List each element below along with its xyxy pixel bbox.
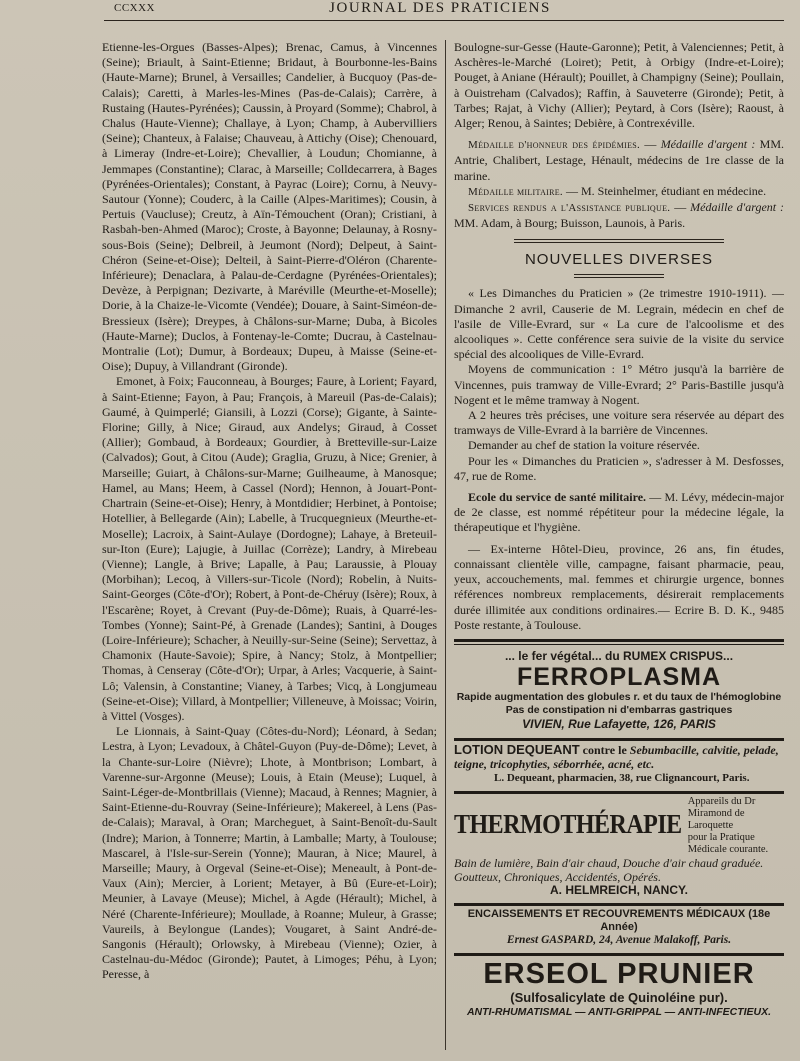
epidemies-label: Médaille d'honneur des épidémies. <box>468 139 641 152</box>
ecole-heading: Ecole du service de santé militaire. <box>468 490 647 505</box>
militaire-medal-entry <box>454 184 784 200</box>
thermo-side <box>688 796 784 856</box>
encaissements-title: ENCAISSEMENTS ET RECOUVREMENTS MÉDICAUX (18e Année) <box>467 907 771 933</box>
lotion-pharmacist: L. Dequeant, pharmacien, 38, rue Clignancourt, Paris. <box>494 771 750 784</box>
lotion-brand: LOTION DEQUEANT <box>454 741 580 757</box>
section-divider <box>514 239 724 243</box>
news-paragraph: Demander au chef de station la voiture réservée. <box>468 438 700 453</box>
lotion-contre: contre le <box>582 742 627 757</box>
journal-title: JOURNAL DES PRATICIENS <box>329 0 551 16</box>
encaissements-line: Ernest GASPARD, 24, Avenue Malakoff, Paris. <box>506 933 732 946</box>
erseol-tag: ANTI-RHUMATISMAL — ANTI-GRIPPAL — ANTI-INFECTIEUX. <box>466 1005 772 1018</box>
award-list-paragraph: Emonet, à Foix; Fauconneau, à Bourges; Faure, à Lorient; Fayard, à Saint-Etienne; Fayon, à Pau; François, à Mareuil (Pas-de-Calais); Gaumé, à Quimperlé; Giansili, à Lozzi (Corse); Gigante, à Sainte-Florine; Gilly, à Nice; Giraud, aux Andelys; Giraud, à Cosset (Allier); Gombaud, à Bordeaux; Gourdier, à Bretteville-sur-Laize (Calvados); Gout, à Citou (Aude); Graglia, Gruzu, à Nice; Grenier, à Marseille; Guiart, à Châlons-sur-Marne; Guilheaume, à Manosque; Hamel, au Mans; Heem, à Cassel (Nord); Hennon, à Jouart-Pont-Chartrain (Seine-et-Oise); Henry, à Montdidier; Herbinet, à Pontoise; Hotellier, à Bellegarde (Ain); Labelle, à Trucquegnieux (Meurthe-et-Moselle); Lacroix, à Saint-Aulaye (Dordogne); Lahaye, à Breteuil-sur-Iton (Eure); Lajugie, à Juillac (Corrèze); Landry, à Mirebeau (Vienne); Langle, à Brive; Lapalle, à Pau; Laraussie, à Plouay (Morbihan); Lecoq, à Villers-sur-Ticole (Nord); Robelin, à Nuits-Saint-Georges (Côte-d'Or); Robert, à Pont-de-Chéruy (Isère); Roux, à l'Escarène; Royet, à Crevant (Puy-de-Dôme); Ruais, à Quarré-les-Tombes (Yonne); Saint-Pé, à Grenade (Landes); Santini, à Douges (Loire-Inférieure); Schacher, à Neuilly-sur-Seine (Seine); Servettaz, à Chamonix (Haute-Savoie); Spire, à Nancy; Stolz, à Montpellier; Thomas, à Censeray (Côte-d'Or); Urpar, à Arles; Vacquerie, à Saint-Lô; Valensin, à Constantine; Vianey, à Tarbes; Vicq, à Longjumeau (Seine-et-Oise); Villard, à Montpellier; Villeneuve, à Moissac; Voirin, à Vittel (Vosges). <box>102 374 437 723</box>
ferroplasma-line: Pas de constipation ni d'embarras gastriques <box>505 703 733 716</box>
classified-ad: — Ex-interne Hôtel-Dieu, province, 26 ans, fin études, connaissant clientèle ville, campagne, faisant pharmacie, peau, yeux, accouchements, mal. femmes et chirurgie urgence, bonnes références nombreux remplacements, désirerait remplacements durée illimitée aux conditions ordinaires.— Ecrire B. D. K., 9485 Poste restante, à Toulouse. <box>454 541 784 632</box>
services-label: Services rendus a l'Assistance publique. <box>468 202 671 215</box>
erseol-ad <box>454 958 784 1019</box>
services-text: MM. Adam, à Bourg; Buisson, Launois, à Paris. <box>454 216 686 231</box>
ad-rule <box>454 639 784 642</box>
thermotherapie-ad <box>454 796 784 897</box>
services-entry: Services rendus a l'Assistance publique. — Médaille d'argent : MM. Adam, à Bourg; Buisson, Launois, à Paris. <box>454 200 784 231</box>
news-paragraph: A 2 heures très précises, une voiture sera réservée au départ des tramways de Ville-Evrard à la barrière de Vincennes. <box>454 408 784 438</box>
running-head <box>96 0 784 40</box>
lotion-uses: Sebumbacille, calvitie, pelade, <box>629 742 779 757</box>
lotion-line <box>454 743 784 757</box>
thermo-side-line: pour la Pratique Médicale courante. <box>687 831 769 855</box>
militaire-text: — M. Steinhelmer, étudiant en médecine. <box>566 183 767 198</box>
epidemies-medal-entry: Médaille d'honneur des épidémies. — Médaille d'argent : MM. Antrie, Chalibert, Lestage, Hénault, médecins de 1re classe de la marine. <box>454 137 784 183</box>
news-paragraph <box>454 490 784 536</box>
ecole-text: — M. Lévy, médecin-major de 2e classe, est nommé répétiteur pour la médecine légale, la thérapeutique et l'hygiène. <box>454 490 784 535</box>
thermo-body: Bain de lumière, Bain d'air chaud, Douche d'air chaud graduée. Goutteux, Chroniques, Accidentés, Opérés. <box>454 855 764 884</box>
services-medal: Médaille d'argent : <box>690 200 784 215</box>
thermo-maker: A. HELMREICH, NANCY. <box>549 882 688 897</box>
thermo-header <box>454 796 784 856</box>
encaissements-ad <box>454 908 784 947</box>
thermo-brand: THERMOTHÉRAPIE <box>454 810 682 841</box>
news-paragraph: Moyens de communication : 1° Métro jusqu'à la barrière de Vincennes, puis tramway de Ville-Evrard; 2° Paris-Bastille jusqu'à Nogent et le même tramway à Nogent. <box>454 362 784 407</box>
ad-rule <box>454 953 784 956</box>
ferroplasma-kicker: ... le fer végétal... du RUMEX CRISPUS... <box>504 648 734 663</box>
erseol-sub: (Sulfosalicylate de Quinoléine pur). <box>510 989 728 1005</box>
ferroplasma-brand: FERROPLASMA <box>516 662 722 691</box>
section-title: NOUVELLES DIVERSES <box>524 251 714 269</box>
section-divider <box>574 274 664 278</box>
news-paragraph: « Les Dimanches du Praticien » (2e trimestre 1910-1911). — Dimanche 2 avril, Causerie de M. Legrain, médecin en chef de l'asile de Ville-Evrard, sur « La cure de l'alcoolisme et des alcooliques ». Cette conférence sera suivie de la visite du service spécial des alcooliques de Ville-Evrard. <box>454 286 784 362</box>
ad-rule <box>454 738 784 741</box>
thermo-side-line: Appareils du Dr Miramond de Laroquette <box>687 795 756 831</box>
ferroplasma-line: Rapide augmentation des globules r. et du taux de l'hémoglobine <box>456 690 782 703</box>
ferroplasma-ad <box>454 649 784 732</box>
two-column-body <box>96 40 784 1050</box>
ferroplasma-address: VIVIEN, Rue Lafayette, 126, PARIS <box>522 716 716 731</box>
epidemies-medal: Médaille d'argent : <box>660 137 756 152</box>
award-list-paragraph: Etienne-les-Orgues (Basses-Alpes); Brenac, Camus, à Vincennes (Seine); Briault, à Saint-Etienne; Bridaut, à Bourbonne-les-Bains (Haute-Marne); Brunel, à Versailles; Candelier, à Bucquoy (Pas-de-Calais); Caretti, à Marles-les-Mines (Pas-de-Calais); Carrère, à Rustaing (Hautes-Pyrénées); Caussin, à Proyard (Somme); Chabrol, à Chalus (Haute-Vienne); Challaye, à Lyon; Champ, à Aubervilliers (Seine); Chanteux, à Falaise; Chauveau, à Attichy (Oise); Chenouard, à Limeray (Indre-et-Loire); Chevallier, à Loudun; Chomianne, à Jemmapes (Constantine); Clarac, à Marseille; Colldecarrera, à Bages (Pyrénées-Orientales); Constant, à Payrac (Loire); Cornu, à Neuvy-Sautour (Yonne); Couderc, à la Caille (Alpes-Maritimes); Cousin, à Pertuis (Vaucluse); Creutz, à Aïn-Témouchent (Oran); Cristiani, à Rasbah-ben-Ahmed (Maroc); Croste, à Bayonne; Delaunay, à Rosny-sous-Bois (Seine); Delbreil, à Jeumont (Nord); Delpeut, à Saint-Chéron (Seine-et-Oise); Delteil, à Saint-Pierre-d'Oléron (Charente-Inférieure); Denaclara, à Palau-de-Cerdagne (Pyrénées-Orientales); Devèze, à Perpignan; Dezivarte, à Maréville (Meurthe-et-Moselle); Dorie, à la Chaize-le-Vicomte (Vendée); Douare, à Saint-Siméon-de-Bressieux (Isère); Dreypes, à Châlons-sur-Marne; Duba, à Bicoles (Haute-Marne); Duclos, à Fontenay-le-Comte; Ducrau, à Castelnau-Montralie (Lot); Dumur, à Bordeaux; Dupeu, à Maisse (Seine-et-Oise); Dupuy, à Villandrant (Gironde). <box>102 40 437 374</box>
epidemies-text: MM. Antrie, Chalibert, Lestage, Hénault, médecins de 1re classe de la marine. <box>454 137 784 183</box>
award-list-paragraph: Le Lionnais, à Saint-Quay (Côtes-du-Nord); Léonard, à Sedan; Lestra, à Lyon; Levadoux, à Châtel-Guyon (Puy-de-Dôme); Levet, à la Chante-sur-Loire (Nièvre); Lhote, à Montbrison; Lombart, à Varenne-sur-Argonne (Meuse); Louis, à Etain (Meuse); Luquel, à Saint-Léger-de-Montbrillais (Vienne); Macaud, à Rennes; Magnier, à Saint-Etienne-du-Rouvray (Seine-Inférieure); Makereel, à Lens (Pas-de-Calais); Maraval, à Oran; Marcheguet, à Saint-Benoît-du-Sault (Indre); Marion, à Tonnerre; Martin, à Lamballe; Marty, à Toulouse; Mascarel, à l'Isle-sur-Serein (Yonne); Mauran, à Nice; Maurel, à Marseille; Maury, à Orgeval (Seine-et-Oise); Meneault, à Pont-de-Vaux (Ain); Mercier, à Lorient; Metayer, à Bû (Eure-et-Loir); Meunier, à Lavaye (Meuse); Michel, à Agde (Hérault); Michel, à Néré (Charente-Inférieure); Moullade, à Roanne; Muleur, à Grasse; Vaureils, à Beylongue (Landes); Vougaret, à Saint André-de-Sangonis (Hérault); Orlowsky, à Mirebeau (Vienne); Ozier, à Castelnau-du-Médoc (Gironde); Pautet, à Limoges; Péhu, à Lyon; Peresse, à <box>102 724 437 982</box>
page-folio: CCXXX <box>114 2 156 14</box>
left-column <box>96 40 446 1050</box>
ad-rule <box>454 903 784 906</box>
ad-rule <box>454 644 784 645</box>
militaire-label: Médaille militaire. <box>468 185 563 198</box>
erseol-brand: ERSEOL PRUNIER <box>483 957 755 990</box>
lotion-uses: teigne, tricophyties, séborrhée, acné, etc. <box>454 756 655 771</box>
right-column <box>446 40 784 1050</box>
header-rule <box>104 20 784 21</box>
news-paragraph: Pour les « Dimanches du Praticien », s'adresser à M. Desfosses, 47, rue de Rome. <box>454 453 784 483</box>
award-list-continued: Boulogne-sur-Gesse (Haute-Garonne); Petit, à Valenciennes; Petit, à Aschères-le-Marché (Loiret); Petit, à Orbigy (Indre-et-Loire); Pouget, à Aniane (Hérault); Pouillet, à Champigny (Seine); Poullain, à Ouistreham (Calvados); Raffin, à Sauveterre (Gironde); Petit, à Tarbes; Rajat, à Vichy (Allier); Peytard, à Cors (Isère); Raoust, à Alger; Renou, à Saintes; Debière, à Contrexéville. <box>454 40 784 131</box>
ad-rule <box>454 791 784 794</box>
lotion-ad <box>454 743 784 785</box>
